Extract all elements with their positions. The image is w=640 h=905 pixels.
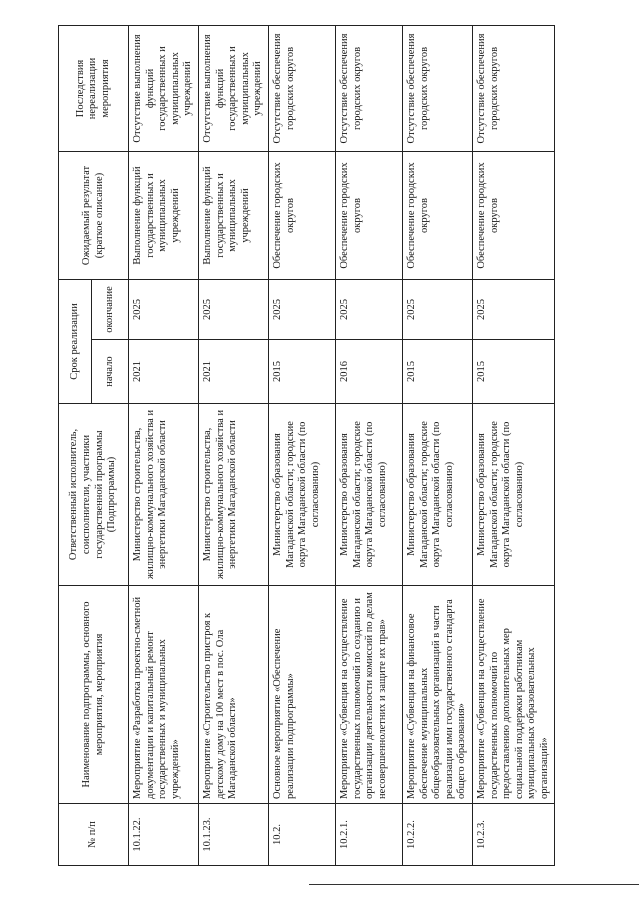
row-start: 2021 [129, 340, 199, 404]
row-consequences: Отсутствие обеспечения городских округов [268, 25, 335, 151]
header-name: Наименование подпрограммы, основного мероприятия, мероприятия [59, 586, 129, 804]
row-executor: Министерство образования Магаданской области; городские округа Магаданской области (по согласованию) [472, 404, 555, 586]
row-consequences: Отсутствие выполнения функций государственных и муниципальных учреждений [198, 25, 268, 151]
table-row [472, 25, 555, 865]
measures-table [58, 25, 555, 866]
row-name: Мероприятие «Субвенция на осуществление государственных полномочий по созданию и организации деятельности комиссий по делам несовершеннолетних и защите их прав» [335, 586, 402, 804]
row-consequences: Отсутствие выполнения функций государственных и муниципальных учреждений [129, 25, 199, 151]
rotated-document-page [58, 26, 550, 866]
row-num: 10.2. [268, 804, 335, 866]
row-end: 2025 [198, 279, 268, 339]
row-name: Мероприятие «Разработка проектно-сметной документации и капитальный ремонт государственных и муниципальных учреждений» [129, 586, 199, 804]
row-start: 2015 [268, 340, 335, 404]
table-row [402, 25, 472, 865]
row-name: Мероприятие «Строительство пристроя к детскому дому на 100 мест в пос. Ола Магаданской области» [198, 586, 268, 804]
row-executor: Министерство образования Магаданской области; городские округа Магаданской области (по согласованию) [335, 404, 402, 586]
header-end: окончание [92, 279, 129, 339]
row-start: 2016 [335, 340, 402, 404]
row-executor: Министерство строительства, жилищно-коммунального хозяйства и энергетики Магаданской области [198, 404, 268, 586]
table-row [335, 25, 402, 865]
table-row [268, 25, 335, 865]
row-executor: Министерство образования Магаданской области; городские округа Магаданской области (по согласованию) [402, 404, 472, 586]
header-consequences: Последствия нереализации мероприятия [59, 25, 129, 151]
header-num: № п/п [59, 804, 129, 866]
row-num: 10.2.3. [472, 804, 555, 866]
row-num: 10.1.23. [198, 804, 268, 866]
row-start: 2015 [472, 340, 555, 404]
row-executor: Министерство образования Магаданской области; городские округа Магаданской области (по согласованию) [268, 404, 335, 586]
row-result: Обеспечение городских округов [335, 151, 402, 279]
row-consequences: Отсутствие обеспечения городских округов [402, 25, 472, 151]
header-result: Ожидаемый результат (краткое описание) [59, 151, 129, 279]
header-start: начало [92, 340, 129, 404]
row-consequences: Отсутствие обеспечения городских округов [335, 25, 402, 151]
page-bottom-rule [309, 884, 639, 885]
row-end: 2025 [129, 279, 199, 339]
table-row [198, 25, 268, 865]
row-name: Основное мероприятие «Обеспечение реализации подпрограммы» [268, 586, 335, 804]
header-row [59, 25, 92, 865]
header-term: Срок реализации [59, 279, 92, 403]
row-end: 2025 [335, 279, 402, 339]
row-end: 2025 [402, 279, 472, 339]
row-start: 2015 [402, 340, 472, 404]
row-result: Выполнение функций государственных и муниципальных учреждений [198, 151, 268, 279]
row-result: Обеспечение городских округов [402, 151, 472, 279]
row-result: Выполнение функций государственных и муниципальных учреждений [129, 151, 199, 279]
row-num: 10.2.2. [402, 804, 472, 866]
row-result: Обеспечение городских округов [472, 151, 555, 279]
row-name: Мероприятие «Субвенция на финансовое обеспечение муниципальных общеобразовательных организаций в части реализации ими государственного стандарта общего образования» [402, 586, 472, 804]
row-end: 2025 [472, 279, 555, 339]
header-executor: Ответственный исполнитель, соисполнители, участники государственной программы (Подпрограммы) [59, 404, 129, 586]
table-row [129, 25, 199, 865]
row-result: Обеспечение городских округов [268, 151, 335, 279]
row-start: 2021 [198, 340, 268, 404]
row-consequences: Отсутствие обеспечения городских округов [472, 25, 555, 151]
row-num: 10.1.22. [129, 804, 199, 866]
row-executor: Министерство строительства, жилищно-коммунального хозяйства и энергетики Магаданской области [129, 404, 199, 586]
row-name: Мероприятие «Субвенция на осуществление государственных полномочий по предоставлению дополнительных мер социальной поддержки работникам муниципальных образовательных организаций» [472, 586, 555, 804]
row-num: 10.2.1. [335, 804, 402, 866]
row-end: 2025 [268, 279, 335, 339]
